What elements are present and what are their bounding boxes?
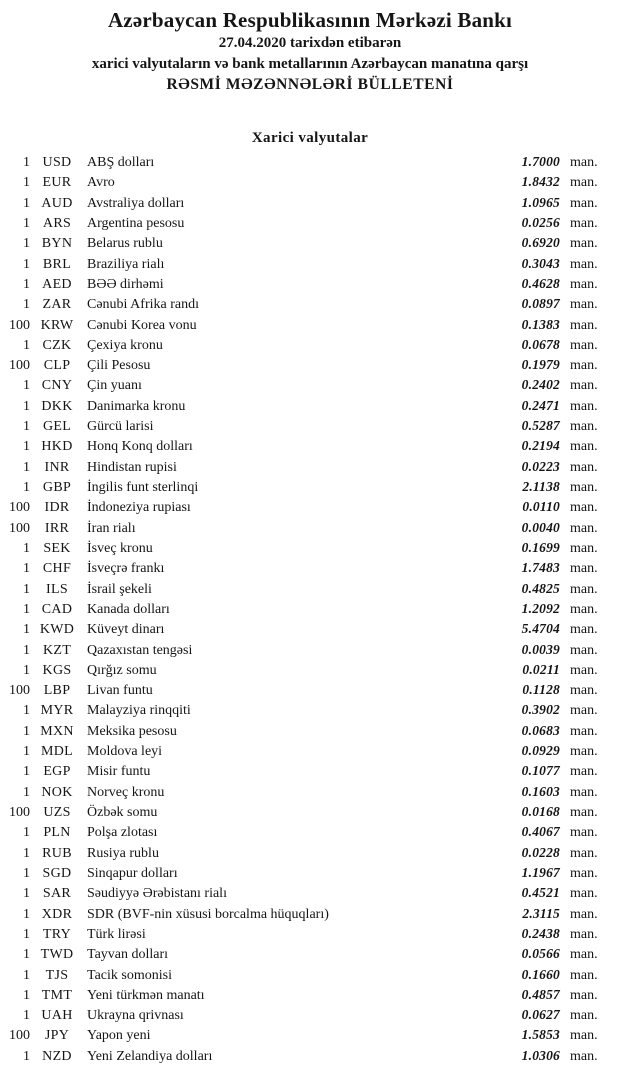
unit-label: man. (570, 723, 598, 739)
rate-value: 1.0306 (521, 1047, 560, 1063)
currency-name: Braziliya rialı (87, 256, 165, 272)
currency-code: ARS (42, 215, 72, 231)
rate-row (0, 640, 620, 660)
rate-row (0, 518, 620, 538)
currency-quantity: 1 (23, 865, 30, 881)
currency-code: BYN (41, 236, 73, 252)
rate-row (0, 497, 620, 517)
rate-row (0, 782, 620, 802)
rate-value: 2.1138 (522, 479, 560, 494)
unit-label: man. (570, 642, 598, 658)
currency-quantity: 100 (9, 520, 30, 536)
rate-row (0, 660, 620, 680)
rate-row (0, 761, 620, 781)
currency-code: IRR (44, 520, 70, 536)
currency-quantity: 1 (23, 764, 30, 780)
rate-value: 0.3043 (521, 255, 560, 271)
currency-quantity: 1 (23, 297, 30, 313)
currency-name: Yeni Zelandiya dolları (87, 1048, 213, 1064)
currency-code: UZS (43, 805, 71, 820)
currency-quantity: 1 (23, 825, 30, 841)
unit-label: man. (570, 967, 598, 983)
currency-quantity: 1 (23, 276, 30, 292)
currency-name: İran rialı (87, 520, 136, 536)
rate-row (0, 863, 620, 883)
rate-value: 0.4628 (521, 275, 560, 291)
currency-code: TWD (40, 947, 74, 963)
currency-quantity: 1 (23, 744, 30, 760)
rate-value: 0.0211 (522, 661, 560, 677)
currency-quantity: 1 (23, 439, 30, 455)
rate-value: 0.1979 (521, 357, 560, 373)
currency-code: IDR (44, 500, 70, 516)
currency-name: İndoneziya rupiası (87, 500, 191, 516)
unit-label: man. (570, 195, 598, 211)
unit-label: man. (570, 459, 598, 475)
bank-name-title: Azərbaycan Respublikasının Mərkəzi Bankı (107, 8, 513, 32)
rate-value: 0.2438 (521, 925, 560, 941)
currency-code: HKD (41, 439, 73, 455)
rate-row (0, 904, 620, 924)
currency-name: SDR (BVF-nin xüsusi borcalma hüquqları) (87, 906, 329, 922)
currency-name: Yeni türkmən manatı (87, 987, 205, 1003)
rate-value: 0.1077 (521, 763, 560, 779)
rate-row (0, 1046, 620, 1066)
rate-value: 1.7000 (521, 154, 560, 169)
currency-name: Çin yuanı (87, 378, 142, 394)
rate-row (0, 924, 620, 944)
currency-name: Livan funtu (87, 683, 153, 699)
currency-code: TRY (42, 926, 72, 942)
unit-label: man. (570, 236, 598, 252)
unit-label: man. (570, 865, 598, 881)
rate-row (0, 538, 620, 558)
rate-row (0, 944, 620, 964)
currency-quantity: 1 (23, 236, 30, 252)
currency-code: USD (42, 155, 72, 170)
currency-code: KGS (42, 662, 72, 678)
currency-name: Cənubi Korea vonu (87, 317, 197, 333)
currency-quantity: 100 (9, 1028, 30, 1044)
rate-value: 0.2471 (521, 397, 560, 413)
currency-quantity: 1 (23, 581, 30, 597)
currency-name: Honq Konq dolları (87, 439, 193, 455)
currency-code: MXN (40, 723, 74, 739)
rate-row (0, 315, 620, 335)
rate-row (0, 843, 620, 863)
currency-name: Rusiya rublu (87, 845, 159, 861)
unit-label: man. (570, 926, 598, 942)
currency-name: Çexiya kronu (87, 337, 163, 353)
currency-code: XDR (41, 906, 73, 922)
rate-row (0, 579, 620, 599)
currency-quantity: 1 (23, 540, 30, 556)
rate-value: 0.0256 (521, 214, 560, 230)
unit-label: man. (570, 419, 598, 435)
rate-row (0, 213, 620, 233)
currency-quantity: 1 (23, 723, 30, 739)
unit-label: man. (570, 480, 598, 495)
currency-name: Ukrayna qrivnası (87, 1008, 184, 1024)
currency-name: Çili Pesosu (87, 358, 151, 374)
rate-row (0, 233, 620, 253)
rate-row (0, 700, 620, 720)
rate-row (0, 193, 620, 213)
rate-value: 0.4521 (521, 885, 560, 901)
unit-label: man. (570, 317, 598, 333)
currency-code: INR (44, 459, 70, 475)
rate-row (0, 1025, 620, 1045)
currency-quantity: 100 (9, 500, 30, 516)
currency-name: Yapon yeni (87, 1028, 151, 1044)
currency-quantity: 1 (23, 459, 30, 475)
rate-value: 1.1967 (521, 864, 560, 880)
rate-row (0, 355, 620, 375)
currency-code: DKK (41, 398, 73, 414)
currency-code: LBP (43, 683, 71, 699)
unit-label: man. (570, 1008, 598, 1024)
rate-row (0, 558, 620, 578)
rate-value: 0.3902 (521, 702, 560, 718)
currency-quantity: 1 (23, 703, 30, 719)
unit-label: man. (570, 744, 598, 760)
exchange-rates-list (0, 152, 620, 1066)
currency-name: Səudiyyə Ərəbistanı rialı (87, 886, 227, 902)
unit-label: man. (570, 1028, 598, 1044)
bulletin-header (0, 7, 620, 95)
currency-name: İngilis funt sterlinqi (87, 480, 199, 495)
currency-quantity: 1 (23, 1048, 30, 1064)
rate-row (0, 477, 620, 497)
rate-row (0, 416, 620, 436)
currency-code: GBP (42, 480, 72, 495)
rate-value: 0.0040 (521, 519, 560, 535)
unit-label: man. (570, 561, 598, 577)
currency-code: ZAR (42, 297, 72, 313)
currency-code: SAR (42, 886, 72, 902)
currency-quantity: 1 (23, 622, 30, 638)
rate-value: 0.0168 (521, 804, 560, 819)
rate-value: 2.3115 (522, 905, 560, 921)
currency-name: Gürcü larisi (87, 419, 154, 435)
unit-label: man. (570, 256, 598, 272)
unit-label: man. (570, 805, 598, 820)
unit-label: man. (570, 622, 598, 638)
rate-row (0, 152, 620, 172)
currency-quantity: 1 (23, 480, 30, 495)
rate-value: 0.1128 (522, 682, 560, 698)
currency-quantity: 1 (23, 886, 30, 902)
currency-code: SGD (42, 865, 72, 881)
currency-quantity: 1 (23, 419, 30, 435)
rate-value: 0.0683 (521, 722, 560, 738)
currency-code: NOK (41, 784, 73, 800)
unit-label: man. (570, 439, 598, 455)
currency-code: NZD (42, 1048, 72, 1064)
currency-name: Özbək somu (87, 805, 158, 820)
bulletin-title: RƏSMİ MƏZƏNNƏLƏRİ BÜLLETENİ (166, 76, 454, 93)
currency-name: Tacik somonisi (87, 967, 172, 983)
currency-quantity: 1 (23, 378, 30, 394)
currency-name: Norveç kronu (87, 784, 165, 800)
rate-value: 0.0627 (521, 1007, 560, 1023)
currency-code: CLP (43, 358, 71, 374)
rate-value: 0.4825 (521, 580, 560, 596)
rate-value: 1.7483 (521, 560, 560, 576)
unit-label: man. (570, 662, 598, 678)
currency-name: Polşa zlotası (87, 825, 158, 841)
bulletin-subtitle: xarici valyutaların və bank metallarının Azərbaycan manatına qarşı (91, 56, 529, 72)
rate-value: 0.4857 (521, 986, 560, 1002)
currency-code: UAH (41, 1008, 73, 1024)
currency-code: TMT (41, 987, 73, 1003)
currency-name: Avstraliya dolları (87, 195, 185, 211)
currency-name: Qazaxıstan tengəsi (87, 642, 193, 658)
currency-name: Meksika pesosu (87, 723, 177, 739)
currency-code: EGP (43, 764, 71, 780)
currency-name: Tayvan dolları (87, 947, 169, 963)
currency-code: SEK (43, 540, 71, 556)
rate-value: 1.5853 (521, 1027, 560, 1043)
currency-quantity: 1 (23, 215, 30, 231)
rate-value: 0.1699 (521, 539, 560, 555)
currency-quantity: 1 (23, 642, 30, 658)
unit-label: man. (570, 845, 598, 861)
currency-code: RUB (42, 845, 72, 861)
rate-value: 0.6920 (521, 235, 560, 251)
currency-quantity: 1 (23, 845, 30, 861)
currency-name: Sinqapur dolları (87, 865, 178, 881)
currency-code: JPY (44, 1028, 70, 1044)
currency-code: BRL (42, 256, 72, 272)
rate-value: 1.8432 (521, 174, 560, 190)
unit-label: man. (570, 683, 598, 699)
unit-label: man. (570, 825, 598, 841)
rate-value: 0.0897 (521, 296, 560, 312)
currency-code: CHF (42, 561, 72, 577)
currency-quantity: 1 (23, 155, 30, 170)
unit-label: man. (570, 1048, 598, 1064)
rate-value: 0.0566 (521, 946, 560, 962)
currency-quantity: 100 (9, 805, 30, 820)
rate-row (0, 457, 620, 477)
unit-label: man. (570, 358, 598, 374)
rate-row (0, 883, 620, 903)
rate-row (0, 721, 620, 741)
rate-row (0, 274, 620, 294)
rate-row (0, 985, 620, 1005)
currency-quantity: 100 (9, 317, 30, 333)
currency-quantity: 1 (23, 256, 30, 272)
currency-name: Hindistan rupisi (87, 459, 177, 475)
unit-label: man. (570, 581, 598, 597)
unit-label: man. (570, 906, 598, 922)
currency-quantity: 1 (23, 175, 30, 191)
currency-quantity: 1 (23, 784, 30, 800)
rate-value: 0.0678 (521, 336, 560, 352)
unit-label: man. (570, 297, 598, 313)
currency-name: Qırğız somu (87, 662, 157, 678)
rate-value: 0.1383 (521, 316, 560, 332)
unit-label: man. (570, 215, 598, 231)
rate-value: 0.1660 (521, 966, 560, 982)
currency-quantity: 1 (23, 601, 30, 617)
currency-code: CZK (42, 337, 72, 353)
currency-code: GEL (42, 419, 72, 435)
currency-code: EUR (42, 175, 72, 191)
unit-label: man. (570, 764, 598, 780)
currency-quantity: 1 (23, 561, 30, 577)
rate-value: 1.2092 (521, 600, 560, 616)
rate-row (0, 436, 620, 456)
currency-quantity: 1 (23, 398, 30, 414)
rate-row (0, 172, 620, 192)
rate-row (0, 599, 620, 619)
rate-row (0, 294, 620, 314)
rate-row (0, 375, 620, 395)
rate-row (0, 680, 620, 700)
currency-name: İsrail şekeli (87, 581, 152, 597)
currency-quantity: 100 (9, 683, 30, 699)
rate-row (0, 335, 620, 355)
currency-quantity: 1 (23, 906, 30, 922)
currency-quantity: 1 (23, 662, 30, 678)
currency-code: KRW (40, 317, 74, 333)
rate-row (0, 396, 620, 416)
currency-quantity: 1 (23, 987, 30, 1003)
currency-name: Moldova leyi (87, 744, 163, 760)
currency-name: Avro (87, 175, 115, 191)
rate-value: 0.4067 (521, 824, 560, 840)
rate-value: 0.2402 (521, 377, 560, 393)
rate-row (0, 1005, 620, 1025)
currency-name: İsveçrə frankı (87, 561, 165, 577)
section-title-foreign-currencies: Xarici valyutalar (251, 130, 369, 146)
currency-code: AUD (41, 195, 73, 211)
unit-label: man. (570, 703, 598, 719)
currency-quantity: 1 (23, 1008, 30, 1024)
unit-label: man. (570, 601, 598, 617)
currency-name: Belarus rublu (87, 236, 163, 252)
unit-label: man. (570, 987, 598, 1003)
rate-row (0, 965, 620, 985)
currency-name: Türk lirəsi (87, 926, 146, 942)
rate-value: 0.2194 (521, 438, 560, 454)
unit-label: man. (570, 784, 598, 800)
unit-label: man. (570, 886, 598, 902)
currency-name: İsveç kronu (87, 540, 153, 556)
currency-code: ILS (46, 581, 68, 597)
currency-name: Cənubi Afrika randı (87, 297, 199, 313)
currency-code: MDL (40, 744, 73, 760)
currency-code: TJS (45, 967, 69, 983)
rate-value: 0.0039 (521, 641, 560, 657)
currency-quantity: 1 (23, 967, 30, 983)
rate-value: 0.0110 (522, 499, 560, 515)
effective-date-line: 27.04.2020 tarixdən etibarən (218, 35, 402, 51)
rate-value: 0.0228 (521, 844, 560, 860)
unit-label: man. (570, 520, 598, 536)
rate-row (0, 822, 620, 842)
rate-value: 0.0223 (521, 458, 560, 474)
currency-name: Danimarka kronu (87, 398, 186, 414)
currency-name: Malayziya rinqqiti (87, 703, 191, 719)
rate-row (0, 741, 620, 761)
rate-value: 0.1603 (521, 783, 560, 799)
unit-label: man. (570, 378, 598, 394)
unit-label: man. (570, 500, 598, 516)
rate-row (0, 619, 620, 639)
currency-name: ABŞ dolları (87, 155, 155, 170)
currency-code: CAD (41, 601, 73, 617)
rate-value: 0.5287 (521, 418, 560, 434)
unit-label: man. (570, 398, 598, 414)
unit-label: man. (570, 276, 598, 292)
currency-code: KZT (42, 642, 72, 658)
unit-label: man. (570, 155, 598, 170)
currency-quantity: 1 (23, 337, 30, 353)
currency-name: Argentina pesosu (87, 215, 185, 231)
currency-name: Kanada dolları (87, 601, 170, 617)
currency-code: MYR (40, 703, 74, 719)
unit-label: man. (570, 175, 598, 191)
currency-name: BƏƏ dirhəmi (87, 276, 164, 292)
unit-label: man. (570, 947, 598, 963)
currency-quantity: 100 (9, 358, 30, 374)
currency-name: Küveyt dinarı (87, 622, 165, 638)
rate-value: 1.0965 (521, 194, 560, 210)
rate-row (0, 802, 620, 822)
currency-quantity: 1 (23, 195, 30, 211)
currency-quantity: 1 (23, 947, 30, 963)
rate-value: 5.4704 (521, 621, 560, 637)
currency-quantity: 1 (23, 926, 30, 942)
currency-code: KWD (39, 622, 75, 638)
currency-code: AED (42, 276, 72, 292)
currency-code: CNY (41, 378, 73, 394)
unit-label: man. (570, 540, 598, 556)
rate-row (0, 254, 620, 274)
rate-value: 0.0929 (521, 743, 560, 759)
currency-name: Misir funtu (87, 764, 151, 780)
currency-code: PLN (43, 825, 71, 841)
unit-label: man. (570, 337, 598, 353)
